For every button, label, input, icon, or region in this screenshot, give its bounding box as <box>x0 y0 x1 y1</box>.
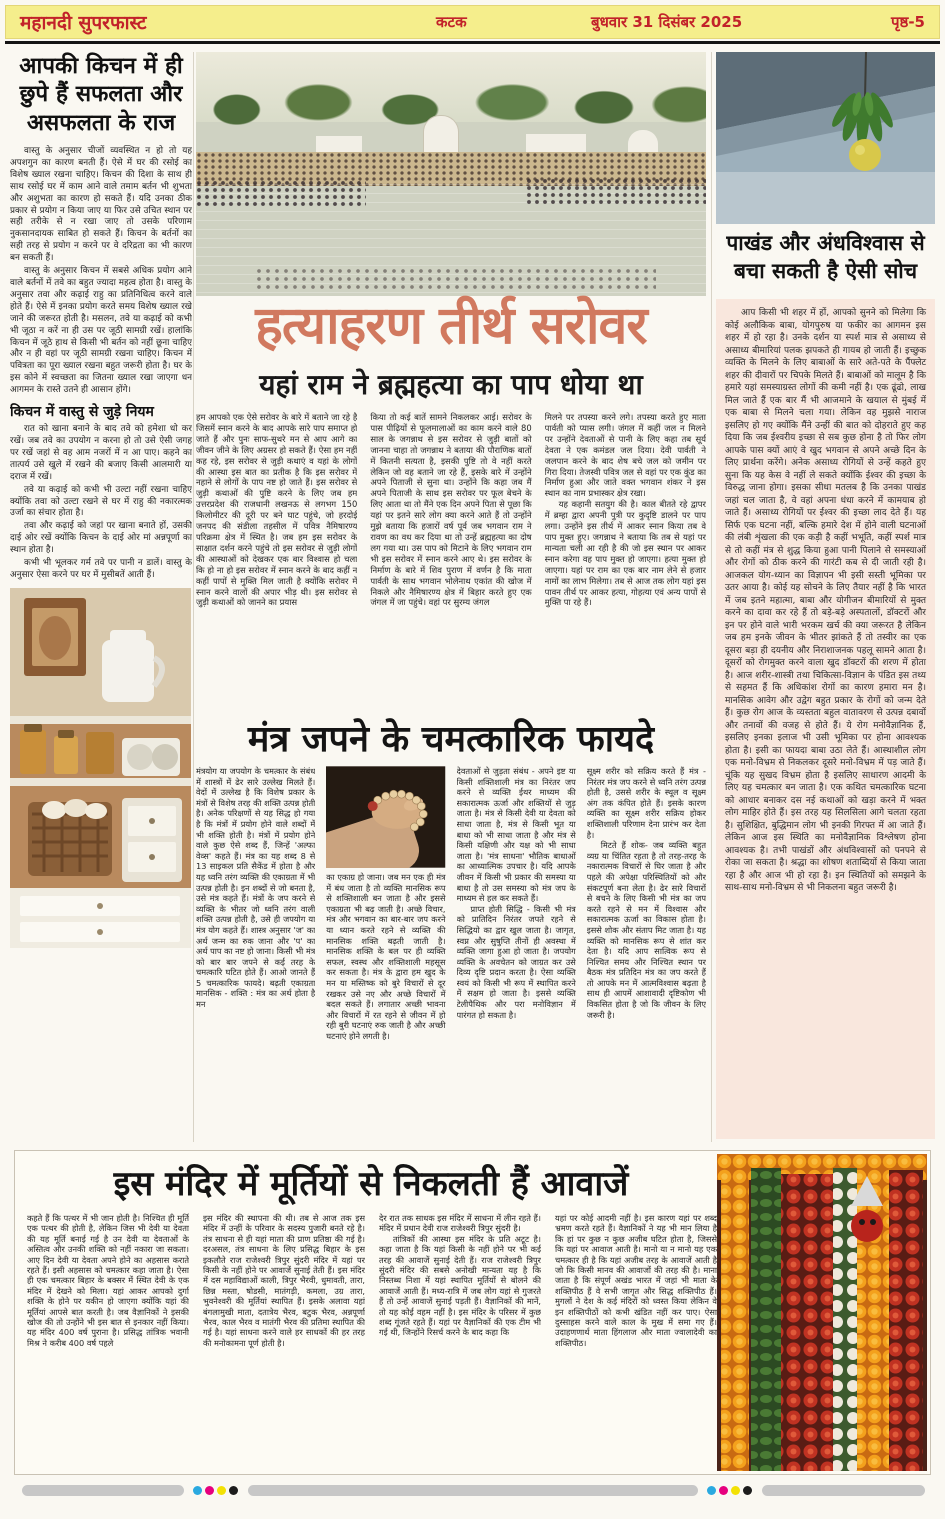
photo-temple <box>424 116 458 156</box>
mantra-body <box>196 766 706 1144</box>
body-paragraph: यहां पर कोई आदमी नहीं है। इस कारण यहां पर शब्द भ्रमण करते रहते हैं। वैज्ञानिकों ने यह भी मान लिया है कि हां पर कुछ न कुछ अजीब घटित होता है, जिससे कि यहां पर आवाज आती है। मानो या न मानो यह एक चमत्कार ही है कि यहां अजीब तरह के आवाजें आती है जो कि किसी मानव की आवाजों की तरह की है। माना जाता है कि संपूर्ण अखंड भारत में जहां भी माता के शक्तिपीठ हैं वे सभी जागृत और सिद्ध शक्तिपीठ हैं। मुगलों ने देश के कई मंदिरों को ध्वस्त किया लेकिन वे इन शक्तिपीठों को कभी खंडित नहीं कर पाए। ऐसा दुस्साहस करने वाले काल के मुख में समा गए हैं। उदाहणणार्थ माता हिंगलाज और माता ज्वालादेवी का शक्तिपीठ। <box>555 1213 717 1348</box>
mantra-column-2 <box>326 766 445 1144</box>
mantra-column-4 <box>587 766 706 1144</box>
body-paragraph: देवताओं से जुड़ता संबंध - अपने इष्ट या किसी शक्तिशाली मंत्र का निरंतर जप करने से व्यक्ति ईथर माध्यम की सकारात्मक ऊर्जा और शक्तियों से जुड़ जाता है। मंत्र से किसी देवी या देवता को साधा जाता है, मंत्र से किसी भूत या बाधा को भी साधा जाता है और मंत्र से किसी यक्षिणी और यक्ष को भी साधा जाता है। 'मंत्र साधना' भौतिक बाधाओं का आध्यात्मिक उपचार है। यदि आपके जीवन में किसी भी प्रकार की समस्या या बाधा है तो उस समस्या को मंत्र जप के माध्यम से हल कर सकते हैं। <box>456 766 576 904</box>
lemon-chilli-photo <box>716 52 935 224</box>
prayer-beads-photo <box>326 766 445 868</box>
kitchen-photo <box>10 588 191 948</box>
sarovar-subhead: यहां राम ने ब्रह्महत्या का पाप धोया था <box>259 368 643 401</box>
body-paragraph: तांत्रिकों की आस्था इस मंदिर के प्रति अटूट है। कहा जाता है कि यहां किसी के नहीं होने पर भी कई तरह की आवाजें सुनाई देती हैं। राज राजेश्वरी त्रिपुर सुंदरी मंदिर की सबसे अनोखी मान्यता यह है कि निस्तब्ध निशा में यहां स्थापित मूर्तियों से बोलने की आवाजें आती हैं। मध्य-रात्रि में जब लोग यहां से गुजरते हैं तो उन्हें आवाजें सुनाई पड़ती हैं। वैज्ञानिकों की मानें, तो यह कोई वहम नहीं है। इस मंदिर के परिसर में कुछ शब्द गूंजते रहते हैं। यहां पर वैज्ञानिकों की एक टीम भी गई थी, जिन्होंने रिसर्च करने के बाद कहा कि <box>379 1233 541 1338</box>
pakhand-headline: पाखंड और अंधविश्वास से बचा सकती है ऐसी सोच <box>726 231 925 283</box>
kitchen-subhead: किचन में वास्तु से जुड़े नियम <box>10 404 154 421</box>
sarovar-column-1 <box>196 412 357 710</box>
mandir-column-3 <box>379 1213 541 1465</box>
mantra-column-3 <box>457 766 576 1144</box>
edition-date: बुधवार 31 दिसंबर 2025 <box>591 13 743 31</box>
footer-bar <box>22 1485 184 1496</box>
body-paragraph: का एकाग्र हो जाना। जब मन एक ही मंत्र में बंध जाता है तो व्यक्ति मानसिक रूप से शक्तिशाली बन जाता है और इससे एकाग्रता भी बढ़ जाती है। अच्छे विचार, मंत्र और भगवान का बार-बार जप करने या ध्यान करते रहने से व्यक्ति की मानसिक शक्ति बढ़ती जाती है। मानसिक शक्ति के बल पर ही व्यक्ति सफल, स्वस्थ और शक्तिशाली महसूस कर सकता है। मंत्र के द्वारा हम खुद के मन या मस्तिष्क को बुरे विचारों से दूर रखकर उसे नए और अच्छे विचारों में बदल सकते हैं। लगातार अच्छी भावना और विचारों में रत रहने से जीवन में हो रही बुरी घटनाएं रुक जाती है और अच्छी घटनाएं होने लगती है। <box>326 872 446 1041</box>
masthead-rule <box>5 41 940 44</box>
kitchen-paragraph: वास्तु के अनुसार चीजों व्यवस्थित न हो तो यह अपशगुन का कारण बनती हैं। ऐसे में घर की रसोई का विशेष ख्याल रखना चाहिए। किचन की दिशा के साथ ही साथ रसोई घर में काम आने वाले तमाम बर्तन भी शुभता और अशुभता का कारण हो सकते हैं। यदि उनका ठीक प्रकार से प्रयोग न किया जाए या फिर उसे उचित स्थान पर सही तरीके से न रखा जाए तो उसके परिणाम नुकसानदायक साबित हो सकते हैं। किचन के बर्तनों का सही तरह से प्रयोग न करने पर वे दरिद्रता का भी कारण बन सकती हैं। <box>10 146 192 264</box>
kitchen-paragraph: रात को खाना बनाने के बाद तवे को हमेशा धो कर रखें। जब तवे का उपयोग न करना हो तो उसे ऐसी जगह पर रखें जहां से वह आम नजरों में न आ पाए। कहने का तात्पर्य उसे खुले में रखने की बजाए किसी आलमारी या दराज में रखें। <box>10 424 192 482</box>
photo-bathers <box>526 178 706 204</box>
photo-bathers <box>256 268 656 290</box>
sarovar-column-2 <box>370 412 531 710</box>
body-paragraph: प्राप्त होती सिद्धि - किसी भी मंत्र को प्रातिदिन निरंतर जपते रहने से सिद्धियो का द्वार खुल जाता है। जागृत, स्वप्न और सुषुप्ति तीनों ही अवस्था में व्यक्ति जागा हुआ हो जाता है। जपयोग व्यक्ति के अवचेतन को जाग्रत कर उसे दिव्य दृष्टि प्रदान करता है। ऐसा व्यक्ति स्वयं को किसी भी रूप में स्थापित करने में सक्षम हो जाता है। इससे व्यक्ति टेलीपैथिक और परा मनोविज्ञान में पारंगत हो सकता है। <box>456 903 576 1020</box>
body-paragraph: कहते हैं कि पत्थर में भी जान होती है। निश्चित ही मूर्ति एक पत्थर की होती है, लेकिन जिस भी देवी या देवता की यह मूर्ति बनाई गई है उन देवी या देवताओं के अस्तित्व और उनकी शक्ति को नहीं नकारा जा सकता। आए दिन देवी या देवता अपने होने का अहसास कराते रहते हैं। इसी अहसास को चमत्कार कहा जाता है। ऐसा ही एक चमत्कार बिहार के बक्सर में स्थित देवी के एक मंदिर में देखने को मिला। यहां आकर आपको दुर्गा शक्ति के होने पर यकीन हो जाएगा क्योंकि यहां की मूर्तियां आपसे बात करती है। जब वैज्ञानिकों ने इसकी खोज की तो उन्होंने भी इस बात से इनकार नहीं किया। यह मंदिर 400 वर्ष पुराना है। प्रसिद्ध तांत्रिक भवानी मिश्र ने करीब 400 वर्ष पहले <box>27 1213 189 1348</box>
mantra-column-1 <box>196 766 315 1144</box>
sarovar-headline: हत्याहरण तीर्थ सरोवर <box>255 296 647 356</box>
body-paragraph: मिलने पर तपस्या करने लगे। तपस्या करते हुए माता पार्वती को प्यास लगी। जंगल में कहीं जल न मिलने पर उन्होंने देवताओं से पानी के लिए कहा तब सूर्य देवता ने एक कमंडल जल दिया। देवी पार्वती ने जलपान करने के बाद शेष बचे जल को जमीन पर गिरा दिया। तेजस्वी पवित्र जल से वहां पर एक कुंड का निर्माण हुआ और जाते वक्त भगवान शंकर ने इस स्थान का नाम प्रभास्कर क्षेत्र रखा। <box>544 412 706 499</box>
kitchen-paragraph: तवे या कढ़ाई को कभी भी उल्टा नहीं रखना चाहिए क्योंकि तवा को उल्टा रखने से घर में राहु की नकारत्मक उर्जा का संचार होता है। <box>10 484 192 519</box>
registration-dot-black <box>743 1486 752 1495</box>
print-footer <box>0 1484 945 1498</box>
sarovar-column-3 <box>545 412 706 710</box>
registration-dot-magenta <box>719 1486 728 1495</box>
mandir-body <box>27 1213 717 1465</box>
registration-dot-black <box>229 1486 238 1495</box>
mandir-headline: इस मंदिर में मूर्तियों से निकलती हैं आवाजें <box>113 1164 629 1204</box>
registration-dot-magenta <box>205 1486 214 1495</box>
pakhand-body <box>716 299 935 1139</box>
masthead <box>5 5 940 39</box>
kitchen-paragraph: तवा और कढ़ाई को जहां पर खाना बनाते हों, उसकी दाई ओर रखें क्योंकि किचन के दाई ओर मां अन्नपूर्णा का स्थान होता है। <box>10 521 192 556</box>
body-paragraph: किया तो कई बातें सामने निकलकर आई। सरोवर के पास पीढ़ियों से फूलमालाओं का काम करने वाले 80 साल के जगन्नाथ से इस सरोवर से जुड़ी बातों को जानना चाहा तो जगन्नाथ ने बताया की पौराणिक बातों में कितनी सत्यता है, इसकी पुष्टि तो वे नहीं करते लेकिन जो वह बताने जा रहे हैं, इसके बारे में उन्होंने अपने पिताजी से सुना था। उन्होंने कि कहा जब मैं अपने पिताजी के साथ इस सरोवर पर फूल बेचने के लिए आता था तो मैंने एक दिन अपने पिता से पूछा कि यहां पर इतने सारे लोग क्या करने आते हैं तो उन्होंने मुझे बताया कि हजारों वर्ष पूर्व जब भगवान राम ने रावण का वध कर दिया था तो उन्हें ब्रह्महत्या का दोष लग गया था। उस पाप को मिटाने के लिए भगवान राम भी इस सरोवर में स्नान करने आए थे। इस सरोवर के निर्माण के बारे में शिव पुराण में वर्णन है कि माता पार्वती के साथ भगवान भोलेनाथ एकांत की खोज में निकले और नैमिषारण्य क्षेत्र में बिहार करते हुए एक जंगल में जा पहुंचे। वहां पर सुरम्य जंगल <box>370 412 532 608</box>
body-paragraph: इस मंदिर की स्थापना की थी। तब से आज तक इस मंदिर में उन्हीं के परिवार के सदस्य पुजारी बनते रहे है। तंत्र साधना से ही यहां माता की प्राण प्रतिष्ठा की गई है। दरअसल, तंत्र साधना के लिए प्रसिद्ध बिहार के इस इकलौते राज राजेश्वरी त्रिपुर सुंदरी मंदिर में यहां पर किसी के नहीं होने पर आवाजें सुनाई तेती हैं। इस मंदिर में दस महाविद्याओं काली, त्रिपुर भैरवी, धुमावती, तारा, छिन्न मस्ता, षोडसी, मातंगड़ी, कमला, उग्र तारा, भुवनेश्वरी की मूर्तियां स्थापित हैं। इसके अलावा यहां बंगलामुखी माता, दतात्रेय भैरव, बटुक भैरव, अन्नपूर्णा भैरव, काल भैरव व मातंगी भैरव की प्रतिमा स्थापित की गई है। यहां साधना करने वाले हर साधकों की हर तरह की मनोकामना पूर्ण होती है। <box>203 1213 365 1348</box>
mandir-column-4 <box>555 1213 717 1465</box>
photo-bathers <box>196 180 366 206</box>
column-divider-left <box>193 52 194 1142</box>
page-number: पृष्ठ-5 <box>890 13 925 31</box>
kitchen-paragraph: वास्तु के अनुसार किचन में सबसे अधिक प्रयोग आने वाले बर्तनों में तवे का बहुत ज्यादा महत्व होता है। वास्तु के अनुसार तवा और कढ़ाई राहु का प्रतिनिधित्व करने वाले होते हैं। ऐसे में इनका प्रयोग करते समय विशेष ख्याल रखे जाने की जरूरत होती है। मसलन, तवे या कढ़ाई को कभी भी जूठा न करें ना ही उस पर जूठी सामग्री रखें। हालांकि किचन में जूठे हाथ से किसी भी बर्तन को नहीं छूना चाहिए और न ही वहां पर जूठी सामग्री रखना चाहिए। किचन में पवित्रता का पूरा ख्याल रखना बहुत जरूरी होता है। घर के इस कोने में स्वच्छता का जितना ख्याल रखा जाएगा धन आगमन के रास्ते उतने ही आसान होंगे। <box>10 266 192 396</box>
mandir-article <box>14 1150 931 1475</box>
body-paragraph: मिटते हैं शोक- जब व्यक्ति बहुत व्यग्र या चिंतित रहता है तो तरह-तरह के नकारात्मक विचारों से घिर जाता है और पहले की अपेक्षा परिस्थितियों को और संकटपूर्ण बना लेता है। ढेर सारे विचारों से बचने के लिए किसी भी मंत्र का जप करते रहने से मन में विश्वास और सकारात्मक ऊर्जा का विकास होता है। इससे शोक और संताप मिट जाता है। यह व्यक्ति को मानसिक रूप से शांत कर देता है। यदि आप सात्विक रूप से निश्चित समय और निश्चित स्थान पर बैठक मंत्र प्रतिदिन मंत्र का जप करते हैं तो आपके मन में आत्मविश्वास बढ़ता है साथ ही आपमें आशावादी दृष्टिकोण भी विकसित होता है जो कि जीवन के लिए जरूरी है। <box>586 840 706 1020</box>
mandir-column-1 <box>27 1213 189 1465</box>
edition-city: कटक <box>436 13 467 31</box>
registration-dot-cyan <box>193 1486 202 1495</box>
registration-dot-yellow <box>731 1486 740 1495</box>
registration-dot-yellow <box>217 1486 226 1495</box>
mandir-column-2 <box>203 1213 365 1465</box>
paper-title: महानदी सुपरफास्ट <box>20 12 147 34</box>
body-paragraph: सूक्ष्म शरीर को सक्रिय करते हैं मंत्र - निरंतर मंत्र जप करने से ध्वनि तरंग उत्पन्न होती है, उससे शरीर के स्थूल व सूक्ष्म अंग तक कंपित होते हैं। इसके कारण व्यक्ति का सूक्ष्म शरीर सक्रिय होकर शक्तिशाली परिणाम देना प्रारंभ कर देता है। <box>586 766 706 840</box>
footer-bar <box>248 1485 698 1496</box>
sarovar-photo <box>196 52 706 296</box>
body-paragraph: देर रात तक साधक इस मंदिर में साधना में लीन रहते हैं। मंदिर में प्रधान देवी राज राजेश्वरी त्रिपुर सुंदरी है। <box>379 1213 541 1234</box>
body-paragraph: मंत्रयोग या जपयोग के चमत्कार के संबंध में शास्त्रों में ढेर सारे उल्लेख मिलते हैं। वेदों में उल्लेख है कि विशेष प्रकार के मंत्रों से विशेष तरह की शक्ति उत्पन्न होती है। अनेक परिक्षणों से यह सिद्ध हो गया है कि मंत्रों में प्रयोग होने वाले शब्दों में भी शक्ति होती है। मंत्रों में प्रयोग होने वाले कुछ ऐसे शब्द हैं, जिन्हें 'अल्फा वेव्स' कहते हैं। मंत्र का यह शब्द 8 से 13 साइकल प्रति सैकेंड में होता है और यह ध्वनि तरंग व्यक्ति की एकाग्रता में भी उत्पन्न होती है। इन शब्दों से जो बनता है, उसे मंत्र कहते हैं। मंत्रों के जप करने से व्यक्ति के भीतर जो ध्वनि तरंग वाली शक्ति उत्पन्न होती है, उसे ही जपयोग या मंत्र योग कहते हैं। शास्त्र अनुसार 'ज' का अर्थ जन्म का रुक जाना और 'प' का अर्थ पाप का नष्ट हो जाना। किसी भी मंत्र को बार बार जपने से कई तरह के चमत्कारि घटित होते हैं। आओ जानते हैं 5 चमत्कारिक फायदे। बढ़ती एकाग्रता मानसिक - शक्ति : मंत्र का अर्थ होता है मन <box>196 766 316 1010</box>
column-divider-right <box>711 52 712 1142</box>
body-paragraph: आप किसी भी शहर में हों, आपको सुनने को मिलेगा कि कोई अलौकिक बाबा, योगपुरुष या फकीर का आगमन इस शहर में हो रहा है। उनके दर्शन या स्पर्श मात्र से असाध्य से असाध्य बीमारियां पलक झपकते ही गायब हो जाती हैं। इच्छुक व्यक्ति के मिलने के लिए बाबाओं के सारे अते-पते के पैंफ्लेट शहर की दीवारों पर चिपके मिलते हैं। बाबाओं को मालूम है कि हमारे यहां समस्याग्रस्त लोगों की कमी नहीं है। एक ढूंढो, लाख मिल जाते हैं एक बार मैं भी आजमाने के खयाल से मुंबई में एक बाबा से मिलने चला गया। लेकिन वह मुझसे नाराज इसलिए हो गए क्योंकि मैंने उन्हीं की बात को दोहराते हुए कह दिया कि जब ईश्वरीय इच्छा से सब कुछ होना है तो फिर लोग आपके पास क्यों आएं वे खुद भगवान से अपने अच्छे दिन के लिए प्रार्थना करेंगे। अनेक असाध्य रोगियों से उन्हें कहते हुए सुना कि यह केस वे नहीं ले सकते क्योंकि ईश्वर की इच्छा के विरुद्ध जाना होगा। इसका सीधा मतलब है कि उनका पाखंड जहां चल जाता है, वे वहां अपना धंधा करने में कामयाब हो जाते हैं। असाध्य रोगियों पर ईश्वर की इच्छा लाद देते हैं। यह सिर्फ एक घटना नहीं, बल्कि हमारे देश में होने वाली घटनाओं की लंबी शृंखला की एक कड़ी है कहीं भभूति, कहीं स्पर्श मात्र से तो कहीं मंत्र से शुद्ध किया हुआ पानी पिलाने से समस्याओं और रोगों को ठीक करने की गारंटी कब से दी जाती रही है। आजकल योग-ध्यान का विज्ञापन भी इसी सस्ती भूमिका पर उतर आया है। कोई यह सोचने के लिए तैयार नहीं है कि भारत में जब इतने महात्मा, बाबा और योगीजन बीमारियों से मुक्त करने का दावा कर रहे हैं तो बड़े-बड़े अस्पतालों, डॉक्टरों और इन पर होने वाले भारी भरकम खर्च की क्या जरूरत है लेकिन जब हम इनके जीवन के भीतर झांकते हैं तो तस्वीर का एक दूसरा बड़ा ही दयनीय और निराशाजनक पहलू सामने आता है। दूसरों को रोगमुक्त करने वाला खुद डॉक्टरों की शरण में होता है। आज शरीर-शास्त्री तथा चिकित्सा-विज्ञान के पंडित इस तथ्य से सहमत हैं कि अधिकांश रोगों का कारण हमारा मन है। मानसिक आवेग और उद्वेग बहुत प्रकार के रोगों को जन्म देते हैं। कुछ रोग आज के व्यस्तता बहुल वातावरण से उत्पन्न दबावों और तनावों की वजह से होते हैं। ये रोग मनोवैज्ञानिक हैं, इसलिए इनका इलाज भी उसी भूमिका पर होना आवश्यक होता है। इसी का फायदा बाबा उठा लेते हैं। आस्थाशील लोग एक मनो-विभ्रम से निकलकर दूसरे मनो-विभ्रम में पड़ जाते हैं। चूंकि यह सुखद विभ्रम होता है इसलिए साधारण आदमी के लिए यह चमत्कार बन जाता है। एक कथित चमत्कारिक घटना को आधार बनाकर दस नई कथाओं को खड़ा करने में भक्त लोग माहिर होते हैं। इस तरह यह सिलसिला आगे चलता रहता है। सुशिक्षित, बुद्धिमान लोग भी इनकी गिरफ्त में आ जाते हैं। लेकिन आज इस स्थिति का मनोवैज्ञानिक विश्लेषण होना आवश्यक है। तभी पाखंडों और अंधविश्वासों को पनपने से रोका जा सकता है। श्रद्धा का शोषण शताब्दियों से किया जाता रहा है और आज भी हो रहा है। इन स्थितियों को समझने के साथ-साथ मनो-विभ्रम से भी निकलना बहुत जरूरी है। <box>725 308 926 893</box>
mantra-headline: मंत्र जपने के चमत्कारिक फायदे <box>247 719 655 760</box>
body-paragraph: यह कहानी सतयुग की है। काल बीतते रहे द्वापर में ब्रम्हा द्वारा अपनी पुत्री पर कुदृष्टि डालने पर पाप लगा। उन्होंने इस तीर्थ में आकर स्नान किया तब वे पाप मुक्त हुए। जगन्नाथ ने बताया कि तब से यहां पर मान्यता चली आ रही है की जो इस स्थान पर आकर स्नान करेगा वह पाप मुक्त हो जाएगा। हत्या मुक्त हो जाएगा। यहां पर राम का एक बार नाम लेने से हजार नामों का लाभ मिलेगा। तब से आज तक लोग यहां इस पावन तीर्थ पर आकर हत्या, गोहत्या एवं अन्य पापों से मुक्ति पा रहे हैं। <box>544 499 706 608</box>
registration-dot-cyan <box>707 1486 716 1495</box>
body-paragraph: हम आपको एक ऐसे सरोवर के बारे में बताने जा रहे है जिसमें स्नान करने के बाद आपके सारे पाप समाप्त हो जाते हैं और पुनः साफ-सुथरे मन से आप आगे का जीवन जीने के लिए अग्रसर हो सकते हैं। ऐसा हम नहीं कह रहे, इस सरोवर से जुड़ी कथाएं व यहां के लोगों की आस्था इस बात का प्रतीक है कि इस सरोवर में नहाने से लोगों के पाप नष्ट हो जाते हैं। इस सरोवर से जुड़ी कथाओं की पुष्टि करने के लिए जब हम उत्तरप्रदेश की राजधानी लखनऊ से लगभग 150 किलोमीटर की दूरी पर बने घाट पहुंचे, जो हरदोई जनपद की संडीला तहसील में पवित्र नैमिषारण्य परिक्रमा क्षेत्र में स्थित है। जब हम इस सरोवर के साक्षात दर्शन करने पहुंचे तो इस सरोवर से जुड़ी लोगों की आस्थाओं को देखकर एक बार विश्वास हो चला कि हो ना हो इस सरोवर में स्नान करने के बाद कहीं न कहीं पापों से मुक्ति मिल जाती है क्योंकि सरोवर में स्नान करने वालों की अपार भीड़ थी। इस सरोवर से जुड़ी कथाओं को जानने का प्रयास <box>196 412 358 608</box>
kitchen-paragraph: कभी भी भूलकर गर्म तवे पर पानी न डालें। वास्तु के अनुसार ऐसा करने पर घर में मुसीबतें आती हैं। <box>10 558 192 580</box>
sarovar-body <box>196 412 706 710</box>
kitchen-article <box>10 52 192 1144</box>
footer-bar <box>762 1485 925 1496</box>
deity-idol-photo <box>717 1154 927 1471</box>
kitchen-headline: आपकी किचन में ही छुपे हैं सफलता और असफलता के राज <box>19 53 183 136</box>
